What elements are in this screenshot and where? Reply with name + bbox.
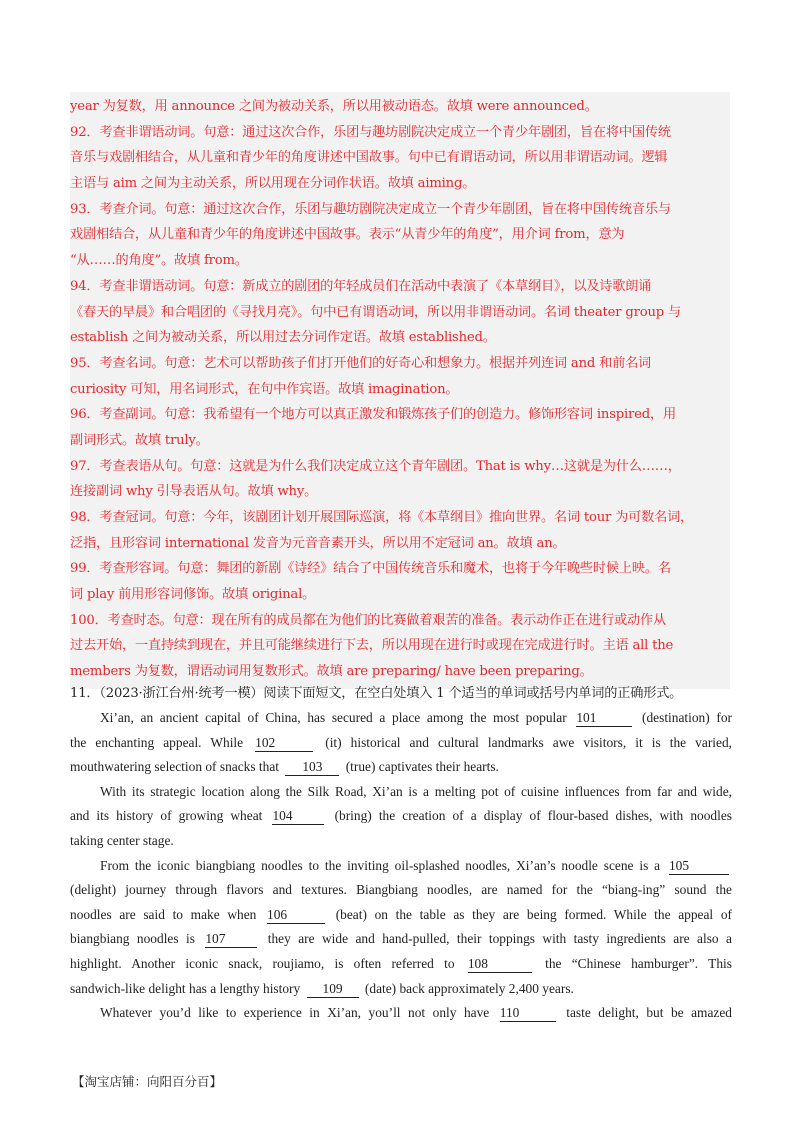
answer-line: 97．考查表语从句。句意：这就是为什么我们决定成立这个青年剧团。That is why…这就是为什么……，	[70, 458, 681, 474]
blank-106[interactable]: 106	[267, 907, 325, 924]
answer-line: 92．考查非谓语动词。句意：通过这次合作，乐团与趣坊剧院决定成立一个青少年剧团，旨在将中国传统	[70, 124, 671, 140]
answer-line: 主语与 aim 之间为主动关系，所以用现在分词作状语。故填 aiming。	[70, 176, 476, 192]
blank-103[interactable]: 103	[285, 759, 339, 776]
answer-line: 过去开始，一直持续到现在，并且可能继续进行下去，所以用现在进行时或现在完成进行时。主语 all the	[70, 638, 674, 654]
paragraph-2: With its strategic location along the Silk Road, Xi’an is a melting pot of cuisine influences from far and wide, and its history of growing wheat 104 (bring) the creation of a display of flour-based dishes, with noodles taking center stage.	[70, 783, 732, 848]
blank-109[interactable]: 109	[307, 981, 359, 998]
answer-line: 93．考查介词。句意：通过这次合作，乐团与趣坊剧院决定成立一个青少年剧团，旨在将中国传统音乐与	[70, 201, 671, 217]
answer-line: 泛指，且形容词 international 发音为元音音素开头，所以用不定冠词 an。故填 an。	[70, 535, 566, 551]
blank-108[interactable]: 108	[468, 956, 532, 973]
answer-line: 音乐与戏剧相结合，从儿童和青少年的角度讲述中国故事。句中已有谓语动词，所以用非谓语动词。逻辑	[70, 150, 668, 166]
paragraph-3: From the iconic biangbiang noodles to the inviting oil-splashed noodles, Xi’an’s noodle scene is a 105 (delight) journey through flavors and textures. Biangbiang noodles, are named for the “biang-ing” sound the noodles are said to make when 106 (beat) on the table as they are being formed. While the appeal of biangbiang noodles is 107 they are wide and hand-pulled, their toppings with tasty ingredients are also a highlight. Another iconic snack, roujiamo, is often referred to 108 the “Chinese hamburger”. This sandwich-like delight has a lengthy history 109 (date) back approximately 2,400 years.	[70, 857, 732, 996]
footer-shop-label: 【淘宝店铺：向阳百分百】	[72, 1074, 223, 1089]
blank-101[interactable]: 101	[576, 710, 632, 727]
answer-line: 94．考查非谓语动词。句意：新成立的剧团的年轻成员们在活动中表演了《本草纲目》，以及诗歌朗诵	[70, 278, 652, 294]
reading-passage	[70, 682, 732, 1026]
answer-line: 连接副词 why 引导表语从句。故填 why。	[70, 484, 318, 500]
answer-line: establish 之间为被动关系，所以用过去分词作定语。故填 established。	[70, 330, 496, 346]
answer-line: curiosity 可知，用名词形式，在句中作宾语。故填 imagination。	[70, 381, 459, 397]
answer-line: 《春天的早晨》和合唱团的《寻找月亮》。句中已有谓语动词，所以用非谓语动词。名词 theater group 与	[70, 304, 681, 320]
paragraph-4: Whatever you’d like to experience in Xi’an, you’ll not only have 110 taste delight, but be amazed	[100, 1005, 732, 1021]
answer-line: 100．考查时态。句意：现在所有的成员都在为他们的比赛做着艰苦的准备。表示动作正在进行或动作从	[70, 612, 667, 628]
question-header: 11．（2023·浙江台州·统考一模）阅读下面短文，在空白处填入 1 个适当的单词或括号内单词的正确形式。	[70, 686, 683, 701]
answer-line: 99．考查形容词。句意：舞团的新剧《诗经》结合了中国传统音乐和魔术，也将于今年晚些时候上映。名	[70, 561, 671, 577]
answer-line: 副词形式。故填 truly。	[70, 432, 209, 448]
answer-line: “从……的角度”。故填 from。	[70, 253, 248, 269]
blank-107[interactable]: 107	[205, 931, 257, 948]
blank-102[interactable]: 102	[255, 735, 313, 752]
paragraph-1: Xi’an, an ancient capital of China, has secured a place among the most popular 101 (destination) for the enchanting appeal. While 102 (it) historical and cultural landmarks awe visitors, it is the varied, mouthwatering selection of snacks that 103 (true) captivates their hearts.	[70, 710, 732, 775]
answer-line: 戏剧相结合，从儿童和青少年的角度讲述中国故事。表示“从青少年的角度”，用介词 from，意为	[70, 227, 625, 243]
answer-line: members 为复数，谓语动词用复数形式。故填 are preparing/ have been preparing。	[70, 664, 593, 680]
blank-105[interactable]: 105	[669, 858, 729, 875]
answer-line: 96．考查副词。句意：我希望有一个地方可以真正激发和锻炼孩子们的创造力。修饰形容词 inspired，用	[70, 407, 676, 423]
answer-line: 95．考查名词。句意：艺术可以帮助孩子们打开他们的好奇心和想象力。根据并列连词 and 和前名词	[70, 355, 652, 371]
answer-line: 98．考查冠词。句意：今年，该剧团计划开展国际巡演，将《本草纲目》推向世界。名词 tour 为可数名词，	[70, 510, 694, 525]
blank-104[interactable]: 104	[272, 808, 324, 825]
answer-line: 词 play 前用形容词修饰。故填 original。	[70, 587, 316, 603]
blank-110[interactable]: 110	[500, 1005, 556, 1022]
answer-explanations	[70, 92, 730, 689]
answer-line: year 为复数，用 announce 之间为被动关系，所以用被动语态。故填 were announced。	[70, 99, 598, 114]
